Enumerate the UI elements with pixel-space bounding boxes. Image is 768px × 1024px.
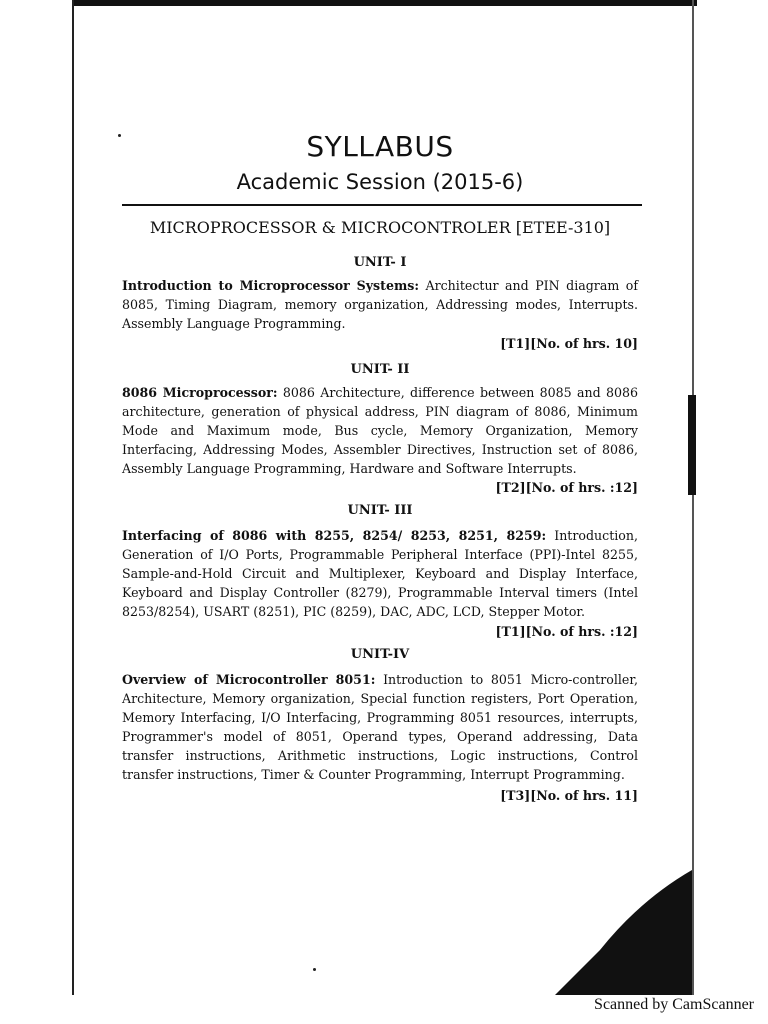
unit-hours: [T1][No. of hrs. 10]	[500, 336, 638, 351]
course-title: MICROPROCESSOR & MICROCONTROLER [ETEE-310]	[149, 218, 611, 237]
unit-hours: [T3][No. of hrs. 11]	[500, 788, 638, 803]
page-title: SYLLABUS	[306, 130, 454, 163]
unit-body: Introduction to 8051 Micro-controller, Architecture, Memory organization, Special function registers, Port Operation, Memory Interfacing, I/O Interfacing, Programming 8051 resources, interrupts, Programmer's model of 8051, Operand types, Operand addressing, Data transfer instructions, Arithmetic instructions, Logic instructions, Control transfer instructions, Timer & Counter Programming, Interrupt Programming.	[122, 672, 638, 782]
unit-topic: Introduction to Microprocessor Systems:	[122, 278, 420, 293]
unit-heading: UNIT- III	[347, 503, 413, 518]
unit-heading: UNIT- II	[350, 362, 410, 377]
divider	[122, 204, 642, 206]
unit-description	[122, 526, 638, 621]
unit-body: Introduction, Generation of I/O Ports, Programmable Peripheral Interface (PPI)-Intel 8255, Sample-and-Hold Circuit and Multiplexer, Keyboard and Display Interface, Keyboard and Display Controller (8279), Programmable Interval timers (Intel 8253/8254), USART (8251), PIC (8259), DAC, ADC, LCD, Stepper Motor.	[122, 528, 638, 619]
unit-description	[122, 276, 638, 333]
unit-topic: 8086 Microprocessor:	[122, 385, 278, 400]
unit-topic: Overview of Microcontroller 8051:	[122, 672, 376, 687]
unit-topic: Interfacing of 8086 with 8255, 8254/ 8253, 8251, 8259:	[122, 528, 547, 543]
unit-hours: [T2][No. of hrs. :12]	[495, 480, 638, 495]
scan-speck	[313, 968, 316, 971]
unit-hours: [T1][No. of hrs. :12]	[495, 624, 638, 639]
academic-session: Academic Session (2015-6)	[236, 170, 524, 194]
unit-body: 8086 Architecture, difference between 8085 and 8086 architecture, generation of physical address, PIN diagram of 8086, Minimum Mode and Maximum mode, Bus cycle, Memory Organization, Memory Interfacing, Addressing Modes, Assembler Directives, Instruction set of 8086, Assembly Language Programming, Hardware and Software Interrupts.	[122, 385, 639, 476]
unit-description	[122, 383, 638, 478]
unit-heading: UNIT- I	[353, 255, 407, 270]
unit-body: Architectur and PIN diagram of 8085, Timing Diagram, memory organization, Addressing modes, Interrupts. Assembly Language Programming.	[122, 278, 638, 331]
unit-description	[122, 670, 638, 784]
scanner-watermark: Scanned by CamScanner	[594, 996, 754, 1013]
unit-heading: UNIT-IV	[350, 647, 410, 662]
